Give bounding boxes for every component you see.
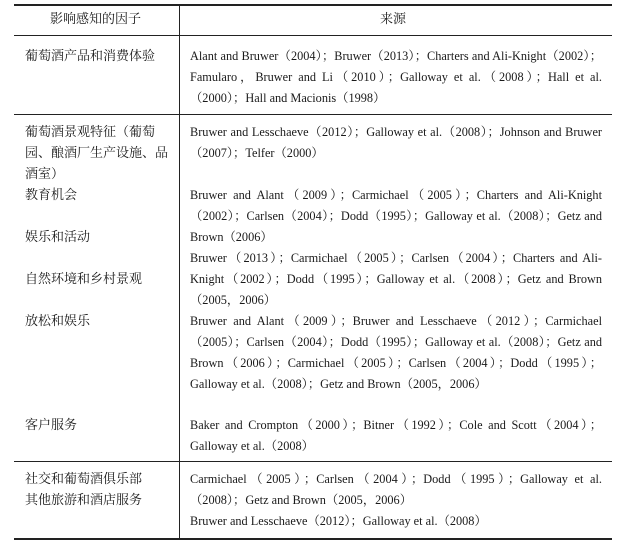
source-cell: Carmichael（2005）；Carlsen（2004）；Dodd（1995）；Galloway et al.（2008）；Getz and Brown（2005，2006） bbox=[190, 472, 602, 507]
header-source: 来源 bbox=[380, 12, 407, 27]
source-cell: Alant and Bruwer（2004）；Bruwer（2013）；Charters and Ali-Knight（2002）；Famularo，Bruwer and Li（2010）；Galloway et al.（2008）；Hall et al.（2000）；Hall and Macionis（1998） bbox=[190, 49, 602, 105]
factor-cell: 教育机会 bbox=[25, 188, 78, 203]
factor-cell: 客户服务 bbox=[25, 418, 78, 433]
factor-cell: 葡萄酒景观特征（葡萄园、酿酒厂生产设施、品酒室） bbox=[25, 125, 169, 182]
header-factor: 影响感知的因子 bbox=[50, 12, 142, 27]
source-cell: Bruwer and Alant（2009）；Bruwer and Lesschaeve（2012）；Carmichael（2005）；Carlsen（2004）；Dodd（1995）；Galloway et al.（2008）；Getz and Brown（2006）；Carmichael（2005）；Carlsen（2004）；Dodd（1995）；Galloway et al.（2008）；Getz and Brown（2005，2006） bbox=[190, 314, 602, 391]
source-cell: Bruwer and Lesschaeve（2012）；Galloway et al.（2008） bbox=[190, 514, 487, 528]
column-divider bbox=[179, 4, 180, 540]
table-bottom-rule bbox=[14, 538, 612, 540]
factor-cell: 娱乐和活动 bbox=[25, 230, 91, 245]
group-rule-1 bbox=[14, 114, 612, 115]
factor-cell: 社交和葡萄酒俱乐部 bbox=[25, 472, 143, 487]
factor-cell: 放松和娱乐 bbox=[25, 314, 91, 329]
table-top-rule bbox=[14, 4, 612, 6]
group-rule-2 bbox=[14, 461, 612, 462]
factor-cell: 葡萄酒产品和消费体验 bbox=[25, 49, 156, 64]
source-cell: Bruwer and Alant（2009）；Carmichael（2005）；Charters and Ali-Knight（2002）；Carlsen（2004）；Dodd（1995）；Galloway et al.（2008）；Getz and Brown（2006） bbox=[190, 188, 602, 244]
source-cell: Baker and Crompton（2000）；Bitner（1992）；Cole and Scott（2004）；Galloway et al.（2008） bbox=[190, 418, 602, 453]
source-cell: Bruwer and Lesschaeve（2012）；Galloway et al.（2008）；Johnson and Bruwer（2007）；Telfer（2000） bbox=[190, 125, 602, 160]
factor-cell: 其他旅游和酒店服务 bbox=[25, 493, 143, 508]
factor-cell: 自然环境和乡村景观 bbox=[25, 272, 143, 287]
source-cell: Bruwer（2013）；Carmichael（2005）；Carlsen（2004）；Charters and Ali-Knight（2002）；Dodd（1995）；Galloway et al.（2008）；Getz and Brown（2005，2006） bbox=[190, 251, 602, 307]
header-rule bbox=[14, 35, 612, 36]
